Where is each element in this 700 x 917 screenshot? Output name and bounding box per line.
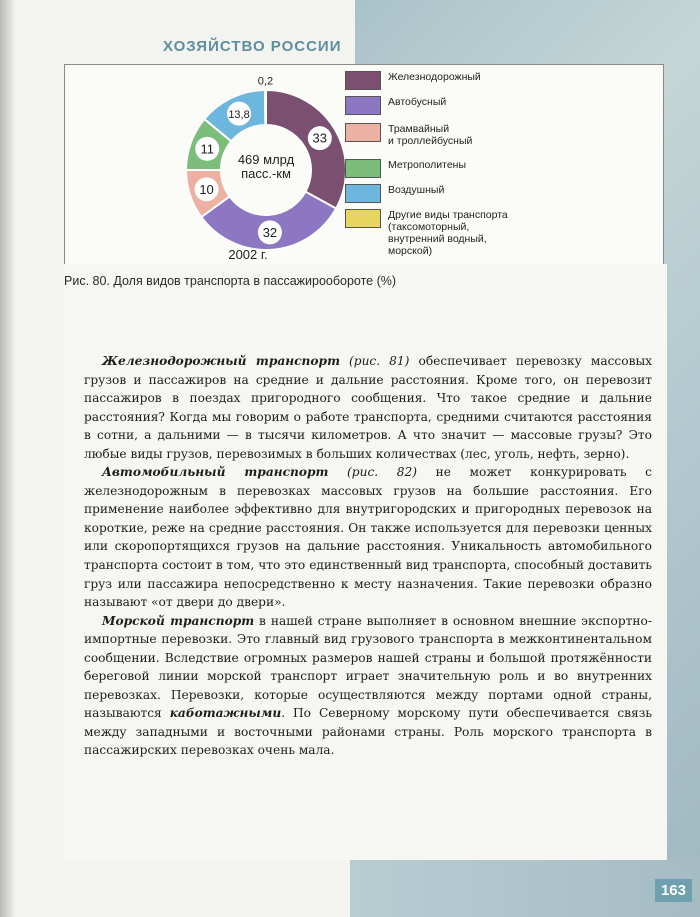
legend-swatch [345,209,381,228]
legend-item-railway [345,71,481,90]
figure-caption: Рис. 80. Доля видов транспорта в пассажирообороте (%) [64,274,397,288]
paragraph-text: не может конкурировать с железнодорожным в перевозках массовых грузов на большие расстояния. Его применение наиболее эффективно для внутригородских и пригородных перевозок на короткие, реже на средние расстояния. Он также используется для перевозки ценных или скоропортящихся грузов на дальние расстояния. Уникальность автомобильного транспорта состоит в том, что это единственный вид транспорта, способный доставить груз или пассажира непосредственно к месту назначения. Такие перевозки образно называют «от двери до двери». [84,465,652,610]
legend-item-tram [345,123,472,147]
figure-ref: (рис. 82) [347,465,418,480]
legend-label: Трамвайный и троллейбусный [388,123,473,147]
figure-ref: (рис. 81) [349,354,410,368]
legend-label: Автобусный [388,96,447,108]
paragraph-railway [84,352,652,463]
page-number: 163 [655,879,692,902]
section-header: ХОЗЯЙСТВО РОССИИ [163,38,342,55]
donut-chart [65,65,345,265]
legend-item-air [345,184,444,203]
legend-swatch [345,96,381,115]
slice-value-label: 10 [199,181,214,197]
book-spine-shadow [0,0,14,917]
slice-value-label: 11 [200,141,214,157]
legend-label: Воздушный [388,184,445,196]
chart-year-label: 2002 г. [228,247,268,262]
term-sea: Морской транспорт [102,613,255,628]
legend-label: Другие виды транспорта (таксомоторный, внутренний водный, морской) [388,209,508,257]
paragraph-sea [84,612,652,760]
term-road: Автомобильный транспорт [102,465,329,480]
slice-value-label: 13,8 [228,109,250,122]
slice-value-label: 33 [312,130,328,146]
legend-item-bus [345,96,446,115]
slice-value-label: 0,2 [257,75,274,88]
body-text [84,352,652,760]
legend-swatch [345,159,381,178]
map-background-bottom [350,857,700,917]
term-cabotage: каботажными [169,706,282,721]
chart-center-label-2: пасс.-км [241,166,291,181]
legend-item-other [345,209,508,257]
donut-slice-5 [265,90,266,125]
legend-swatch [345,123,381,142]
legend-label: Метрополитены [388,159,467,171]
paragraph-text: обеспечивает перевозку массовых грузов и пассажиров на средние и дальние расстояния. Кроме того, он перевозит пассажиров в поездах пригородного сообщения. Что такое средние и дальние расстояния? Когда мы говорим о работе транспорта, средними считаются расстояния в сотни, а дальними — в тысячи километров. А что значит — массовые грузы? Это любые виды грузов, перевозимых в больших количествах (лес, уголь, нефть, зерно). [84,354,653,461]
term-railway: Железнодорожный транспорт [102,354,340,368]
legend-item-metro [345,159,466,178]
legend-label: Железнодорожный [388,71,481,83]
slice-value-label: 32 [262,224,278,240]
paragraph-text: . По Северному морскому пути обеспечивается связь между западными и восточными районами страны. Роль морского транспорта в пассажирских перевозках очень мала. [84,706,652,758]
chart-center-label-1: 469 млрд [237,152,295,167]
paragraph-road [84,463,652,611]
paragraph-text: в нашей стране выполняет в основном внешние экспортно-импортные перевозки. Это главный вид грузового транспорта в межконтинентальном сообщении. Вследствие огромных размеров нашей страны и большой протяжённости береговой линии морской транспорт играет значительную роль и во внутренних перевозках. Перевозки, которые осуществляются между портами одной страны, называются [84,613,652,721]
legend-swatch [345,184,381,203]
legend-swatch [345,71,381,90]
